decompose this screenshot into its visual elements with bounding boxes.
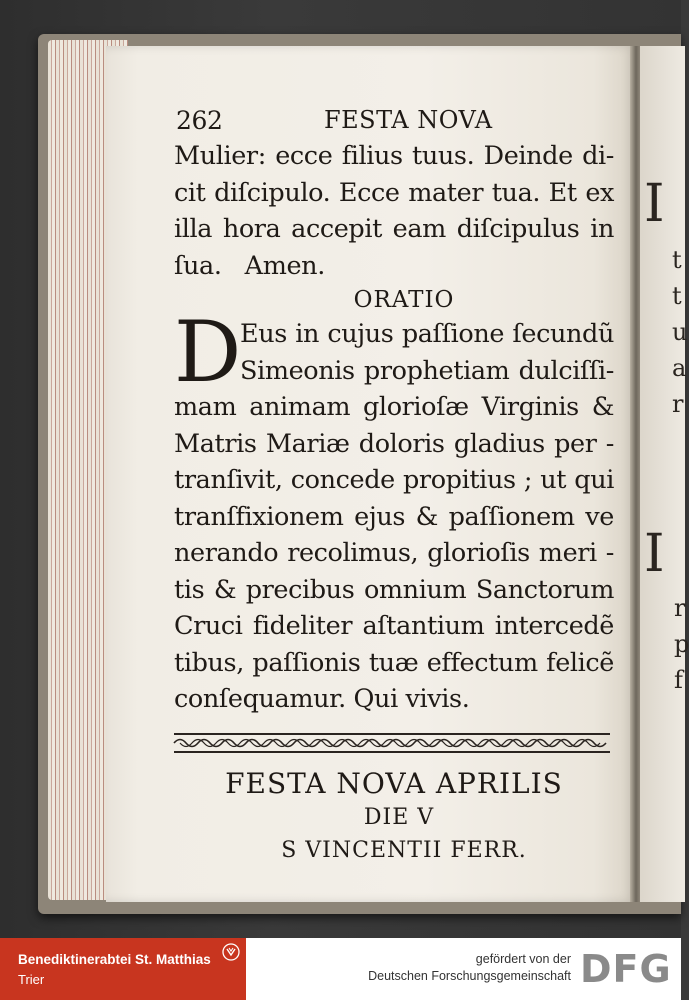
running-head: FESTA NOVA: [324, 106, 493, 134]
abbey-emblem-icon: [222, 943, 240, 961]
next-page-fragment: r: [674, 594, 686, 622]
text-line: nerando recolimus, glorioſis meri -: [174, 538, 614, 568]
text-line: Simeonis prophetiam dulciſſi-: [240, 355, 614, 386]
feast-saint: S VINCENTII FERR.: [281, 837, 527, 863]
funding-line: Deutschen Forschungsgemeinschaft: [368, 969, 571, 983]
next-page-fragment: I: [644, 524, 665, 584]
feast-date: DIE V: [363, 804, 435, 830]
next-page-fragment: t: [672, 282, 682, 310]
next-page-fragment: r: [672, 390, 684, 418]
next-page-fragment: p: [674, 630, 689, 658]
dfg-logo[interactable]: DFG: [580, 947, 672, 991]
text-line: Mulier: ecce filius tuus. Deinde di-: [174, 141, 614, 171]
page-header: [174, 104, 614, 138]
next-page-fragment: f: [674, 666, 683, 694]
text-line: tis & precibus omnium Sanctorum: [174, 574, 614, 605]
text-line: mam animam glorioſæ Virginis &: [174, 392, 614, 422]
next-page-fragment: a: [672, 354, 687, 382]
funding-line: gefördert von der: [475, 952, 571, 966]
oratio-heading: ORATIO: [353, 287, 455, 313]
text-line: Cruci fideliter aſtantium intercedẽ: [174, 611, 614, 641]
library-city: Trier: [18, 972, 45, 987]
page-number: 262: [176, 106, 223, 135]
gospel-text: [174, 138, 614, 284]
funding-note: [368, 951, 571, 985]
book-page-right-fragment: [640, 46, 689, 902]
text-line: ſua. Amen.: [174, 250, 325, 281]
page-text-block: [174, 104, 614, 868]
footer-bar: [0, 938, 681, 1000]
text-line: cit diſcipulo. Ecce mater tua. Et ex: [174, 177, 614, 208]
text-line: tibus, paſſionis tuæ effectum felicẽ: [174, 647, 614, 678]
text-line: Matris Mariæ doloris gladius per -: [174, 428, 614, 459]
oratio-text: [174, 303, 614, 718]
text-line: tranſfixionem ejus & paſſionem ve: [174, 501, 614, 532]
drop-cap: D: [174, 303, 241, 401]
library-badge[interactable]: [0, 938, 246, 1000]
text-line: Eus in cujus paſſione ſecundũ: [240, 319, 614, 349]
library-name: Benediktinerabtei St. Matthias: [18, 952, 211, 967]
text-line: conſequamur. Qui vivis.: [174, 684, 470, 714]
feast-title: FESTA NOVA APRILIS: [225, 766, 563, 800]
next-page-fragment: u: [672, 318, 688, 346]
ornamental-divider: [174, 732, 610, 754]
next-page-fragment: I: [644, 174, 665, 234]
text-line: tranſivit, concede propitius ; ut qui: [174, 465, 614, 495]
text-line: illa hora accepit eam diſcipulus in: [174, 214, 614, 244]
next-page-fragment: t: [672, 246, 682, 274]
